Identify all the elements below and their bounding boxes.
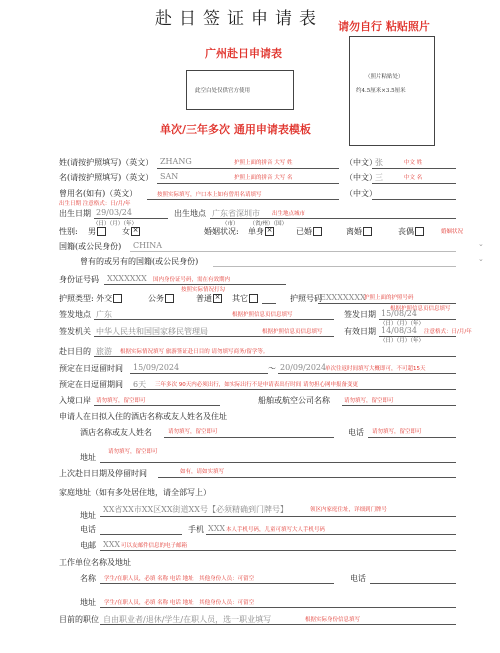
surname-hint: 护照上面的拼音 大写 姓 — [234, 160, 293, 166]
job-label: 目前的职位 — [59, 615, 99, 624]
birth-format: （日）（月）（年） — [93, 221, 138, 227]
stay-duration-value[interactable]: 6天 — [133, 380, 147, 389]
birth-value[interactable]: 29/03/24 — [96, 208, 132, 217]
given-cn-line — [372, 183, 456, 184]
surname-cn-hint: 中文 姓 — [404, 160, 423, 166]
surname-value[interactable]: ZHANG — [160, 157, 192, 166]
hotel-name-line — [164, 437, 334, 438]
id-number-value[interactable]: XXXXXXX — [107, 274, 147, 283]
surname-line — [157, 168, 339, 169]
birthplace-format: （市） （省/州）（国） — [222, 221, 288, 227]
marital-widowed-checkbox[interactable] — [415, 227, 424, 236]
given-hint: 护照上面的拼音 大写 名 — [234, 175, 293, 181]
marital-married-checkbox[interactable] — [313, 227, 322, 236]
check-hint: 按照实际情况打勾 — [181, 287, 226, 293]
work-addr-line — [100, 607, 456, 608]
passport-other-line — [262, 303, 276, 304]
issue-place-line — [94, 319, 334, 320]
work-name-label: 名称 — [80, 574, 96, 583]
former-name-label: 曾用名(如有)（英文） — [59, 189, 138, 198]
marital-widowed-option[interactable] — [398, 226, 424, 237]
passport-official-option[interactable] — [148, 293, 174, 304]
id-number-label: 身份证号码 — [59, 275, 99, 284]
marital-single-label: 单身 — [248, 227, 264, 236]
official-use-label: 此空白处仅供官方使用 — [195, 88, 251, 94]
marital-single-option[interactable] — [248, 226, 274, 237]
photo-warning: 请勿自行 粘贴照片 — [338, 20, 430, 33]
former-nationality-dropdown-icon[interactable]: ⌄ — [478, 255, 484, 263]
job-value[interactable]: 自由职业者/退休/学生/在职人员，选一职业填写 — [103, 615, 272, 624]
marital-divorced-label: 离婚 — [346, 227, 362, 236]
home-addr-label: 地址 — [80, 511, 96, 520]
birth-label: 出生日期 — [59, 209, 91, 218]
hotel-name-hint: 请勿填写，留空即可 — [168, 429, 218, 435]
work-addr-label: 地址 — [80, 598, 96, 607]
given-value[interactable]: SAN — [160, 172, 179, 181]
work-addr-hint: 学生/在职人员，必填 名称 电话 地址 其他身份人员：可留空 — [104, 600, 255, 606]
work-name-line — [100, 583, 334, 584]
hotel-phone-line — [368, 437, 456, 438]
hotel-phone-hint: 请勿填写，留空即可 — [372, 429, 422, 435]
marital-single-checkbox[interactable] — [265, 227, 274, 236]
mobile-line — [206, 534, 456, 535]
marital-married-option[interactable] — [296, 226, 322, 237]
port-label: 入境口岸 — [59, 396, 91, 405]
date-range-tilde: ～ — [268, 364, 276, 373]
sex-male-label: 男 — [88, 227, 96, 236]
former-cn-line — [372, 199, 456, 200]
hotel-section-title: 申请人在日拟入住的酒店名称或友人姓名及住址 — [59, 412, 227, 421]
mobile-hint: 本人手机号码，儿童可填写大人手机号码 — [226, 527, 326, 533]
surname-label: 姓(请按护照填写)（英文） — [59, 158, 154, 167]
passport-official-checkbox[interactable] — [165, 294, 174, 303]
passport-info-hint: 根据护照信息页信息填写 — [390, 306, 451, 312]
home-phone-label: 电话 — [80, 525, 96, 534]
home-addr-value[interactable]: XX省XX市XX区XX街道XX号【必须精确到门牌号】 — [103, 505, 288, 514]
form-title: 赴日签证申请表 — [155, 9, 323, 29]
birth-hint: 出生日期 注意格式：日/月/年 — [59, 201, 131, 207]
issue-date-value[interactable]: 15/08/24 — [381, 309, 417, 318]
given-cn-value[interactable]: 三 — [375, 173, 383, 182]
hotel-phone-label: 电话 — [348, 428, 364, 437]
passport-ordinary-option[interactable] — [196, 293, 222, 304]
stay-duration-hint: 三年多次 90天内必须出行，如实际出行不是申请表出行时间 请勿担心网申报备变更 — [155, 382, 358, 388]
passport-diplomatic-checkbox[interactable] — [113, 294, 122, 303]
id-number-hint: 国内身份证号码，需在有效期内 — [153, 277, 231, 283]
passport-no-label: 护照号码 — [290, 294, 322, 303]
sex-male-checkbox[interactable] — [97, 227, 106, 236]
work-name-hint: 学生/在职人员，必填 名称 电话 地址 其他身份人员：可留空 — [104, 576, 255, 582]
arrival-date-line — [130, 373, 268, 374]
passport-no-hint: 护照上面的护照号码 — [364, 295, 414, 301]
authority-label: 签发机关 — [59, 327, 91, 336]
issue-place-hint: 根据护照信息页信息填写 — [232, 312, 293, 318]
nationality-line — [130, 251, 456, 252]
form-subtitle: 单次/三年多次 通用申请表模板 — [160, 123, 311, 136]
surname-cn-label: （中文） — [345, 158, 377, 167]
last-visit-label: 上次赴日日期及停留时间 — [59, 469, 147, 478]
ship-line — [342, 405, 456, 406]
marital-hint: 婚姻状况 — [441, 229, 464, 235]
passport-other-option[interactable] — [232, 293, 258, 304]
authority-line — [94, 336, 334, 337]
work-section-title: 工作单位名称及地址 — [59, 558, 131, 567]
former-name-line — [147, 199, 339, 200]
stay-duration-line — [130, 389, 456, 390]
mobile-label: 手机 — [188, 525, 204, 534]
last-visit-hint: 如有，请如实填写 — [180, 469, 225, 475]
marital-married-label: 已婚 — [296, 227, 312, 236]
home-section-title: 家庭地址（如有多处居住地，请全部写上） — [59, 488, 211, 497]
home-addr-hint: 领区内家庭住址，详细到门牌号 — [310, 507, 388, 513]
passport-official-label: 公务 — [148, 294, 164, 303]
marital-label: 婚姻状况: — [204, 227, 239, 236]
sex-male-option[interactable] — [88, 226, 106, 237]
job-hint: 根据实际身份信息填写 — [305, 617, 361, 623]
home-addr-line — [100, 516, 456, 517]
surname-cn-value[interactable]: 张 — [375, 158, 383, 167]
given-cn-hint: 中文 名 — [404, 175, 423, 181]
birthplace-label: 出生地点 — [174, 209, 206, 218]
expiry-value[interactable]: 14/08/34 — [381, 326, 417, 335]
departure-date-value[interactable]: 20/09/2024 — [280, 363, 327, 372]
former-nationality-label: 曾有的或另有的国籍(或公民身份) — [80, 257, 199, 266]
mobile-value[interactable]: XXX — [208, 524, 226, 533]
issue-place-value[interactable]: 广东 — [96, 310, 112, 319]
birthplace-value[interactable]: 广东省深圳市 — [212, 209, 260, 218]
sex-female-label: 女 — [122, 227, 130, 236]
email-label: 电邮 — [80, 541, 96, 550]
email-hint: 可以友邮件信息的电子邮箱 — [121, 543, 188, 549]
port-line — [94, 405, 220, 406]
port-hint: 请勿填写，留空即可 — [96, 398, 146, 404]
nationality-label: 国籍(或公民身份) — [59, 242, 122, 251]
former-nationality-line — [213, 266, 456, 267]
passport-type-text: 护照类型: 外交 — [59, 294, 113, 303]
departure-date-line — [278, 373, 456, 374]
passport-type-label — [59, 293, 122, 304]
passport-other-checkbox[interactable] — [249, 294, 258, 303]
given-cn-label: （中文） — [345, 173, 377, 182]
hotel-addr-hint: 请勿填写，留空即可 — [108, 449, 158, 455]
expiry-hint: 注意格式：日/月/年 — [424, 329, 472, 335]
marital-divorced-option[interactable] — [346, 226, 372, 237]
sex-female-option[interactable] — [122, 226, 140, 237]
job-line — [100, 624, 456, 625]
given-line — [157, 183, 339, 184]
email-line — [100, 550, 456, 551]
hotel-addr-line — [100, 462, 456, 463]
stay-duration-label: 预定在日逗留期间 — [59, 380, 123, 389]
stay-period-label: 预定在日逗留时间 — [59, 364, 123, 373]
email-value[interactable]: XXX — [103, 540, 121, 549]
given-label: 名(请按护照填写)（英文） — [59, 173, 154, 182]
arrival-date-value[interactable]: 15/09/2024 — [133, 363, 180, 372]
work-phone-label: 电话 — [350, 574, 366, 583]
purpose-hint: 根据实际情况填写 旅游签证赴日目的 请勿填写商务/留学等。 — [120, 349, 269, 355]
sex-label: 性别: — [59, 227, 78, 236]
passport-no-value[interactable]: EXXXXXXX — [320, 293, 366, 302]
last-visit-line — [158, 477, 456, 478]
passport-ordinary-checkbox[interactable] — [213, 294, 222, 303]
issue-place-label: 签发地点 — [59, 310, 91, 319]
purpose-value[interactable]: 旅游 — [96, 347, 112, 356]
expiry-format: （日）（月）（年） — [380, 338, 425, 344]
hotel-addr-label: 地址 — [80, 453, 96, 462]
passport-ordinary-label: 普通 — [196, 294, 212, 303]
ship-hint: 请勿填写，留空即可 — [344, 398, 394, 404]
form-org-title: 广州赴日申请表 — [205, 47, 282, 60]
sex-female-checkbox[interactable] — [131, 227, 140, 236]
marital-divorced-checkbox[interactable] — [363, 227, 372, 236]
work-phone-line — [370, 583, 456, 584]
passport-other-label: 其它 — [232, 294, 248, 303]
stay-period-hint: 单次往返时间填写大概即可，不可超15天 — [325, 366, 426, 372]
home-phone-line — [100, 534, 182, 535]
photo-box-label: （照片粘贴处） — [365, 74, 404, 80]
birthplace-hint: 出生地点城市 — [272, 211, 306, 217]
former-cn-label: （中文） — [345, 189, 377, 198]
purpose-label: 赴日目的 — [59, 347, 91, 356]
expiry-label: 有效日期 — [344, 327, 376, 336]
issue-date-label: 签发日期 — [344, 310, 376, 319]
authority-value[interactable]: 中华人民共和国国家移民管理局 — [96, 327, 208, 336]
purpose-line — [94, 356, 456, 357]
nationality-dropdown-icon[interactable]: ⌄ — [478, 240, 484, 248]
former-name-hint: 按照实际填写，户口本上如有曾用名请填写 — [157, 192, 262, 198]
nationality-value[interactable]: CHINA — [133, 241, 163, 250]
issue-date-format: （日）（月）（年） — [380, 321, 425, 327]
authority-hint: 根据护照信息页信息填写 — [262, 329, 323, 335]
surname-cn-line — [372, 168, 456, 169]
hotel-name-label: 酒店名称或友人姓名 — [80, 428, 152, 437]
photo-box-size: 约4.5厘米×3.5厘米 — [356, 88, 406, 94]
ship-label: 船舶或航空公司名称 — [258, 396, 330, 405]
marital-widowed-label: 丧偶 — [398, 227, 414, 236]
